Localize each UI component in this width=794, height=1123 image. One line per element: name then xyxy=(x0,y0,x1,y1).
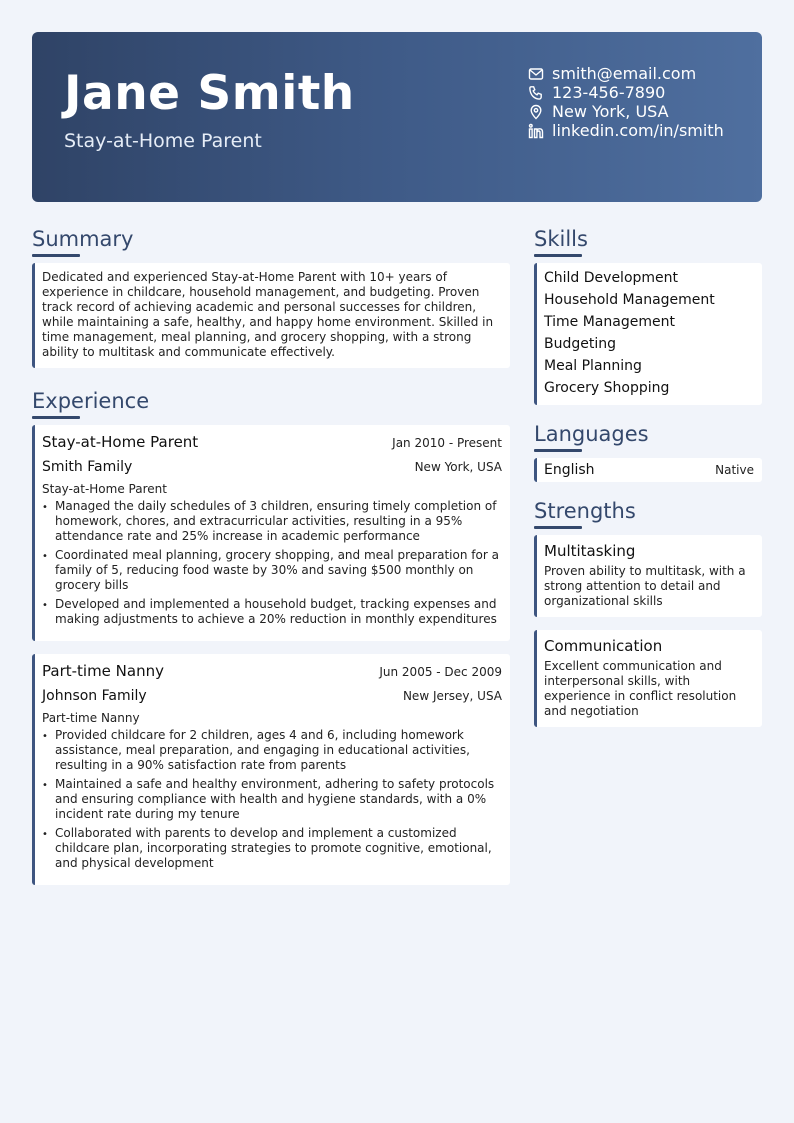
job-dates: Jan 2010 - Present xyxy=(392,436,502,450)
contact-email-text: smith@email.com xyxy=(552,64,697,83)
languages-title-underline xyxy=(534,449,582,452)
job-bullet: • Maintained a safe and healthy environment, adhering to safety protocols and ensuring compliance with health and hygiene standards, with a 0% incident rate during my tenure xyxy=(55,777,502,822)
job-bullet: • Developed and implemented a household budget, tracking expenses and making adjustments to achieve a 20% reduction in monthly expenditures xyxy=(55,597,502,627)
skill-item: Budgeting xyxy=(544,336,617,352)
linkedin-icon xyxy=(528,123,544,139)
skill-item: Meal Planning xyxy=(544,358,642,374)
summary-text: Dedicated and experienced Stay-at-Home Parent with 10+ years of experience in childcare, household management, and budgeting. Proven track record of achieving academic and personal successes for children, while maintaining a safe, healthy, and happy home environment. Skilled in time management, meal planning, and grocery shopping, with a strong ability to multitask and communicate effectively. xyxy=(42,270,494,359)
job-bullet: • Coordinated meal planning, grocery shopping, and meal preparation for a family of 5, reducing food waste by 30% and saving $500 monthly on grocery bills xyxy=(55,548,502,593)
job-bullet: • Collaborated with parents to develop and implement a customized childcare plan, incorporating strategies to promote cognitive, emotional, and physical development xyxy=(55,826,502,871)
job-title: Part-time Nanny xyxy=(42,662,164,680)
contact-linkedin-text: linkedin.com/in/smith xyxy=(552,121,724,140)
job-subtitle: Part-time Nanny xyxy=(42,711,140,725)
job-bullets xyxy=(42,728,502,871)
job-location: New York, USA xyxy=(414,460,502,474)
contact-linkedin[interactable] xyxy=(528,121,724,140)
job-bullet: • Provided childcare for 2 children, ages 4 and 6, including homework assistance, meal preparation, and engaging in educational activities, resulting in a 90% satisfaction rate from parents xyxy=(55,728,502,773)
strength-title: Multitasking xyxy=(544,542,636,560)
skills-card xyxy=(534,263,762,405)
summary-card xyxy=(32,263,510,368)
skill-item: Grocery Shopping xyxy=(544,380,670,396)
experience-item xyxy=(32,425,510,641)
skills-title-underline xyxy=(534,254,582,257)
mail-icon xyxy=(528,66,544,82)
strength-description: Excellent communication and interpersonal skills, with experience in conflict resolution and negotiation xyxy=(544,659,737,718)
contact-list xyxy=(528,64,724,140)
employer-name: Smith Family xyxy=(42,459,133,475)
summary-title: Summary xyxy=(32,227,134,251)
job-subtitle: Stay-at-Home Parent xyxy=(42,482,167,496)
candidate-role: Stay-at-Home Parent xyxy=(64,130,262,152)
strengths-title-underline xyxy=(534,526,582,529)
skill-item: Time Management xyxy=(544,314,675,330)
phone-icon xyxy=(528,85,544,101)
language-name: English xyxy=(544,462,595,478)
location-icon xyxy=(528,104,544,120)
contact-location xyxy=(528,102,724,121)
employer-name: Johnson Family xyxy=(42,688,147,704)
language-level: Native xyxy=(715,463,754,477)
job-bullet: • Managed the daily schedules of 3 children, ensuring timely completion of homework, chores, and extracurricular activities, resulting in a 95% attendance rate and 25% increase in academic performance xyxy=(55,499,502,544)
skill-item: Household Management xyxy=(544,292,715,308)
contact-phone[interactable] xyxy=(528,83,724,102)
contact-phone-text: 123-456-7890 xyxy=(552,83,666,102)
experience-title-underline xyxy=(32,416,80,419)
strength-title: Communication xyxy=(544,637,663,655)
contact-location-text: New York, USA xyxy=(552,102,669,121)
skills-title: Skills xyxy=(534,227,588,251)
language-item xyxy=(534,458,762,482)
resume-header xyxy=(32,32,762,202)
skill-item: Child Development xyxy=(544,270,679,286)
strengths-title: Strengths xyxy=(534,499,636,523)
candidate-name: Jane Smith xyxy=(64,66,355,121)
experience-title: Experience xyxy=(32,389,150,413)
job-dates: Jun 2005 - Dec 2009 xyxy=(379,665,502,679)
languages-title: Languages xyxy=(534,422,649,446)
contact-email[interactable] xyxy=(528,64,724,83)
strength-item xyxy=(534,630,762,727)
job-title: Stay-at-Home Parent xyxy=(42,433,199,451)
job-bullets xyxy=(42,499,502,627)
strength-item xyxy=(534,535,762,617)
experience-item xyxy=(32,654,510,885)
main-column xyxy=(32,226,510,898)
strength-description: Proven ability to multitask, with a strong attention to detail and organizational skills xyxy=(544,564,746,608)
job-location: New Jersey, USA xyxy=(402,689,502,703)
side-column xyxy=(534,226,762,740)
summary-title-underline xyxy=(32,254,80,257)
